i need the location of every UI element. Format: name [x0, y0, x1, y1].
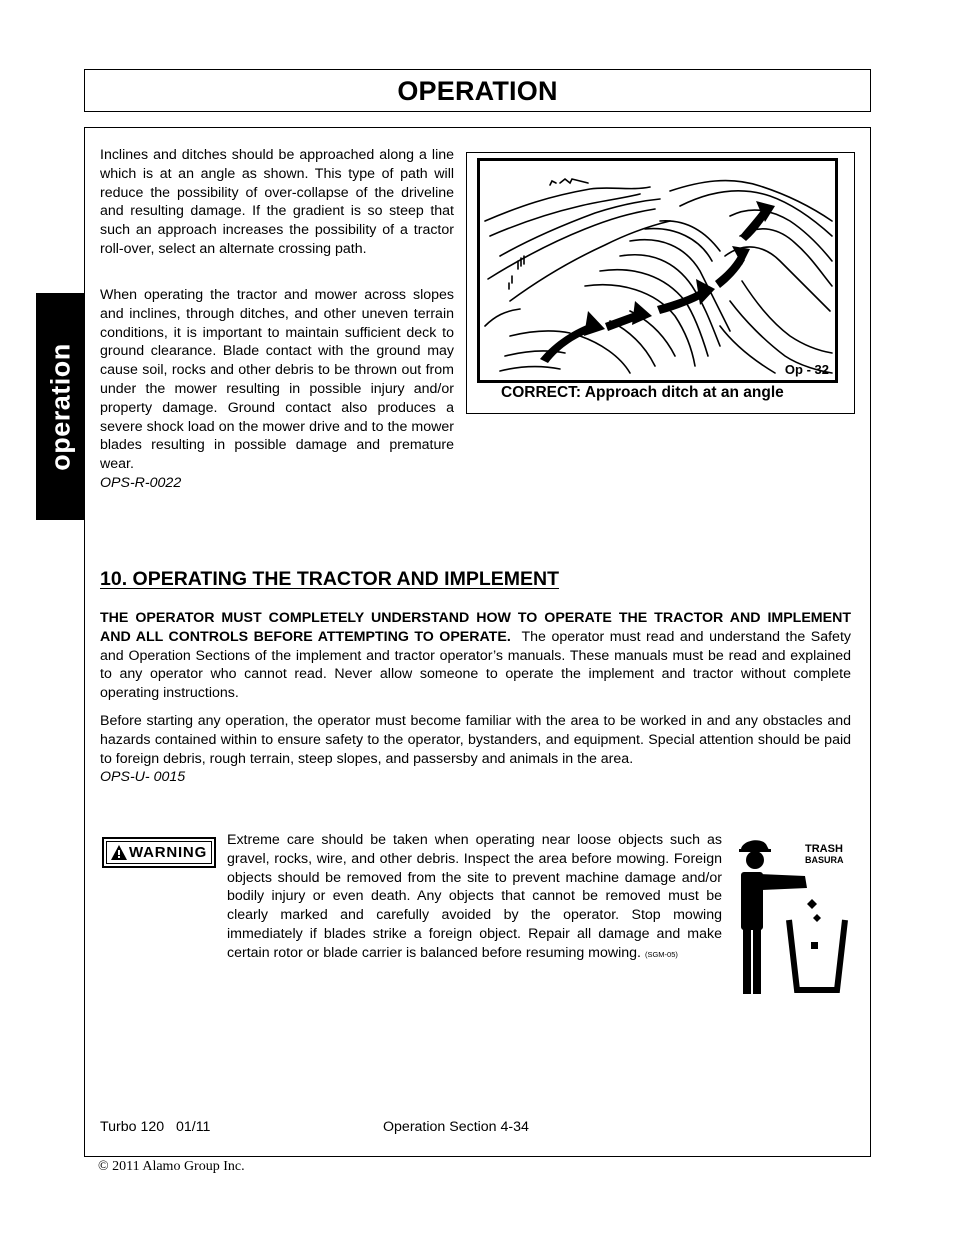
intro-paragraph-2: [100, 286, 454, 493]
figure-caption: CORRECT: Approach ditch at an angle: [501, 384, 784, 401]
warning-badge: [102, 837, 216, 868]
ops-code-2: OPS-U- 0015: [100, 769, 186, 786]
warning-paragraph: [227, 831, 722, 965]
footer-model: Turbo 120 01/11: [100, 1119, 211, 1135]
copyright: © 2011 Alamo Group Inc.: [98, 1159, 245, 1174]
warning-code: (SGM-05): [644, 949, 678, 959]
header-box: [84, 69, 871, 112]
section-heading: 10. OPERATING THE TRACTOR AND IMPLEMENT: [100, 568, 559, 590]
page-title: OPERATION: [397, 76, 558, 106]
intro-paragraph-1: [100, 146, 454, 259]
side-tab: [36, 293, 85, 520]
trash-label: TRASH: [805, 843, 843, 855]
intro-text-1: Inclines and ditches should be approached along a line which is at an angle as shown. This type of path will reduce the possibility of over-collapse of the driveline and resulting damage. If the gradient is so steep that such an approach increases the possibility of a tractor roll-over, select an alternate crossing path.: [100, 147, 454, 257]
section-paragraph-2: [100, 712, 851, 787]
figure-frame: [466, 152, 855, 414]
terrain-illustration-icon: [480, 161, 835, 380]
section-bold-text: THE OPERATOR MUST COMPLETELY UNDERSTAND HOW TO OPERATE THE TRACTOR AND IMPLEMENT AND ALL CONTROLS BEFORE ATTEMPTING TO OPERATE.: [100, 610, 851, 645]
warning-text: Extreme care should be taken when operating near loose objects such as gravel, rocks, wire, and other debris. Inspect the area before mowing. Foreign objects should be removed from the site to prevent machine damage and/or bodily injury or even death. Any objects that cannot be removed must be clearly marked and carefully avoided by the operator. Stop mowing immediately if blades strike a foreign object. Repair all damage and make certain rotor or blade carrier is balanced before resuming mowing.: [227, 832, 722, 961]
ditch-illustration: [477, 158, 838, 383]
side-tab-label: operation: [45, 342, 75, 471]
ops-code: OPS-R-0022: [100, 474, 182, 491]
footer-section: Operation Section 4-34: [383, 1119, 529, 1135]
section-text-1: The operator must read and understand the Safety and Operation Sections of the implement and tractor operator’s manuals. These manuals must be read and explained to any operator who cannot read. Never allow someone to operate the implement and tractor without complete operating instructions.: [100, 628, 851, 702]
warning-triangle-icon: [111, 845, 127, 860]
section-text-2: Before starting any operation, the operator must become familiar with the area to be worked in and any obstacles and hazards contained within to ensure safety to the operator, bystanders, and equipment. Special attention should be paid to foreign debris, rough terrain, steep slopes, and passersby and animals in the area.: [100, 713, 851, 767]
section-paragraph-1: [100, 609, 851, 703]
figure-code: Op - 32: [784, 362, 829, 377]
warning-label: WARNING: [128, 844, 208, 861]
intro-text-2: When operating the tractor and mower across slopes and inclines, through ditches, and other uneven terrain conditions, it is important to maintain sufficient deck to ground clearance. Blade contact with the ground may cause soil, rocks and other debris to be thrown out from under the mower resulting in possible injury and/or property damage. Ground contact also produces a severe shock load on the mower drive and to the mower blades resulting in possible damage and premature wear.: [100, 287, 454, 473]
trash-label-es: BASURA: [805, 855, 844, 865]
